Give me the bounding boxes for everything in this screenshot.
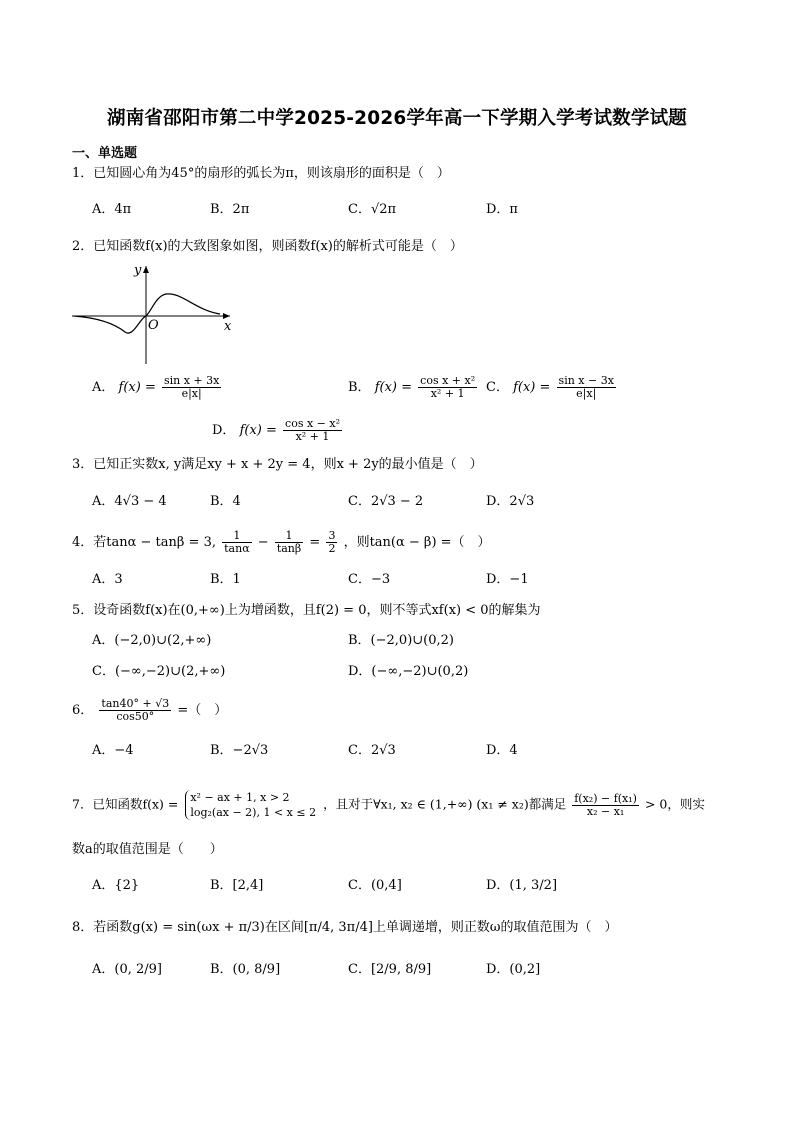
question-6-stem — [72, 698, 227, 723]
q4-option-d[interactable]: D．−1 — [486, 572, 529, 587]
question-2-stem: 2．已知函数f(x)的大致图象如图，则函数f(x)的解析式可能是（ ） — [72, 239, 463, 254]
y-axis-label: y — [134, 263, 142, 278]
q8-option-d[interactable]: D．(0,2] — [486, 962, 541, 977]
denominator: x² + 1 — [295, 430, 330, 443]
q6-option-d[interactable]: D．4 — [486, 743, 518, 758]
piecewise-case-1: x² − ax + 1, x > 2 — [190, 791, 290, 804]
q8-option-b[interactable]: B．(0, 8/9] — [210, 962, 281, 977]
equals-sign: = — [309, 535, 321, 550]
numerator: cos x − x² — [285, 417, 340, 430]
q4-option-c[interactable]: C．−3 — [348, 572, 391, 587]
piecewise-case-2: log₂(ax − 2), 1 < x ≤ 2 — [190, 806, 317, 819]
q2-option-b-label: B． — [348, 380, 371, 395]
q5-option-d[interactable]: D．(−∞,−2)∪(0,2) — [348, 664, 469, 679]
q1-option-c[interactable]: C．√2π — [348, 202, 397, 217]
q3-option-d[interactable]: D．2√3 — [486, 494, 535, 509]
numerator: 3 — [328, 529, 336, 542]
denominator: x₂ − x₁ — [586, 804, 625, 818]
q4-fraction-3 — [326, 530, 337, 555]
question-1-stem: 1．已知圆心角为45°的扇形的弧长为π，则该扇形的面积是（ ） — [72, 166, 450, 181]
fx-label: f(x) = — [239, 423, 277, 438]
q3-option-b[interactable]: B．4 — [210, 494, 241, 509]
q2-option-c-fraction — [557, 375, 616, 400]
fx-label: f(x) = — [374, 380, 413, 395]
q6-option-c[interactable]: C．2√3 — [348, 743, 396, 758]
numerator: sin x + 3x — [163, 374, 220, 387]
exam-title: 湖南省邵阳市第二中学2025-2026学年高一下学期入学考试数学试题 — [107, 108, 687, 129]
y-axis-arrow — [143, 266, 149, 273]
denominator: tanα — [224, 542, 250, 555]
q6-label: 6． — [72, 703, 94, 718]
q6-fraction — [99, 698, 171, 723]
q4-stem-start: 4．若tanα − tanβ = 3, — [72, 535, 216, 550]
q7-option-d[interactable]: D．(1, 3/2] — [486, 878, 558, 893]
q8-option-c[interactable]: C．[2/9, 8/9] — [348, 962, 432, 977]
q5-option-a[interactable]: A．(−2,0)∪(2,+∞) — [92, 633, 212, 648]
q5-option-c[interactable]: C．(−∞,−2)∪(2,+∞) — [92, 664, 226, 679]
q1-option-a[interactable]: A．4π — [92, 202, 132, 217]
q6-option-b[interactable]: B．−2√3 — [210, 743, 269, 758]
q2-option-c[interactable] — [486, 375, 618, 400]
numerator: 1 — [275, 530, 303, 543]
fx-label: f(x) = — [513, 380, 551, 395]
denominator: 2 — [328, 542, 336, 555]
numerator: tan40° + √3 — [101, 697, 170, 710]
q5-option-b[interactable]: B．(−2,0)∪(0,2) — [348, 633, 454, 648]
q2-option-d[interactable] — [212, 418, 344, 443]
q1-option-d[interactable]: D．π — [486, 202, 518, 217]
q2-option-b[interactable] — [348, 375, 479, 400]
q7-option-c[interactable]: C．(0,4] — [348, 878, 402, 893]
q8-option-a[interactable]: A．(0, 2/9] — [92, 962, 162, 977]
q6-option-a[interactable]: A．−4 — [92, 743, 134, 758]
numerator: 1 — [222, 530, 252, 543]
q3-option-c[interactable]: C．2√3 − 2 — [348, 494, 424, 509]
question-7-line2: 数a的取值范围是（ ） — [72, 842, 223, 857]
q7-stem-middle: ，且对于∀x₁, x₂ ∈ (1,+∞) (x₁ ≠ x₂)都满足 — [323, 796, 567, 812]
q2-option-a-fraction — [162, 375, 221, 400]
q2-option-d-fraction — [283, 418, 342, 443]
q4-fraction-1 — [222, 530, 252, 555]
q7-option-a[interactable]: A．{2} — [92, 878, 140, 893]
q3-option-a[interactable]: A．4√3 − 4 — [92, 494, 167, 509]
q7-piecewise — [185, 790, 316, 820]
numerator: sin x − 3x — [558, 374, 614, 387]
q6-stem-end: =（ ） — [177, 703, 228, 718]
q2-option-a[interactable] — [92, 375, 223, 400]
denominator: e|x| — [576, 387, 597, 400]
q7-fraction — [572, 793, 639, 818]
q2-option-c-label: C． — [486, 380, 509, 395]
question-5-stem: 5．设奇函数f(x)在(0,+∞)上为增函数，且f(2) = 0，则不等式xf(x) < 0的解集为 — [72, 603, 541, 618]
function-curve — [74, 294, 220, 333]
denominator: cos50° — [116, 710, 155, 723]
q1-option-b[interactable]: B．2π — [210, 202, 250, 217]
question-8-stem: 8．若函数g(x) = sin(ωx + π/3)在区间[π/4, 3π/4]上单调递增，则正数ω的取值范围为（ ） — [72, 920, 618, 935]
minus-sign: − — [257, 535, 269, 550]
q4-fraction-2 — [275, 530, 303, 555]
numerator: cos x + x² — [420, 374, 476, 387]
question-4-stem — [72, 530, 491, 555]
q4-stem-end: ，则tan(α − β) =（ ） — [343, 535, 491, 550]
fx-label: f(x) = — [118, 380, 156, 395]
denominator: x² + 1 — [430, 387, 465, 400]
x-axis-label: x — [224, 319, 232, 334]
q4-option-b[interactable]: B．1 — [210, 572, 241, 587]
q7-stem-end: > 0，则实 — [644, 796, 705, 812]
denominator: tanβ — [276, 542, 302, 555]
q2-option-d-label: D． — [212, 423, 236, 438]
function-graph — [70, 258, 240, 366]
question-3-stem: 3．已知正实数x, y满足xy + x + 2y = 4，则x + 2y的最小值是（ ） — [72, 457, 483, 472]
q4-option-a[interactable]: A．3 — [92, 572, 123, 587]
q2-option-a-label: A． — [92, 380, 115, 395]
q7-stem-start: 7．已知函数f(x) = — [72, 796, 179, 812]
q7-option-b[interactable]: B．[2,4] — [210, 878, 264, 893]
q2-option-b-fraction — [418, 375, 477, 400]
question-7-stem — [72, 790, 705, 820]
denominator: e|x| — [181, 387, 202, 400]
numerator: f(x₂) − f(x₁) — [574, 791, 637, 805]
origin-label: O — [148, 318, 159, 333]
section-heading: 一、单选题 — [72, 146, 138, 161]
